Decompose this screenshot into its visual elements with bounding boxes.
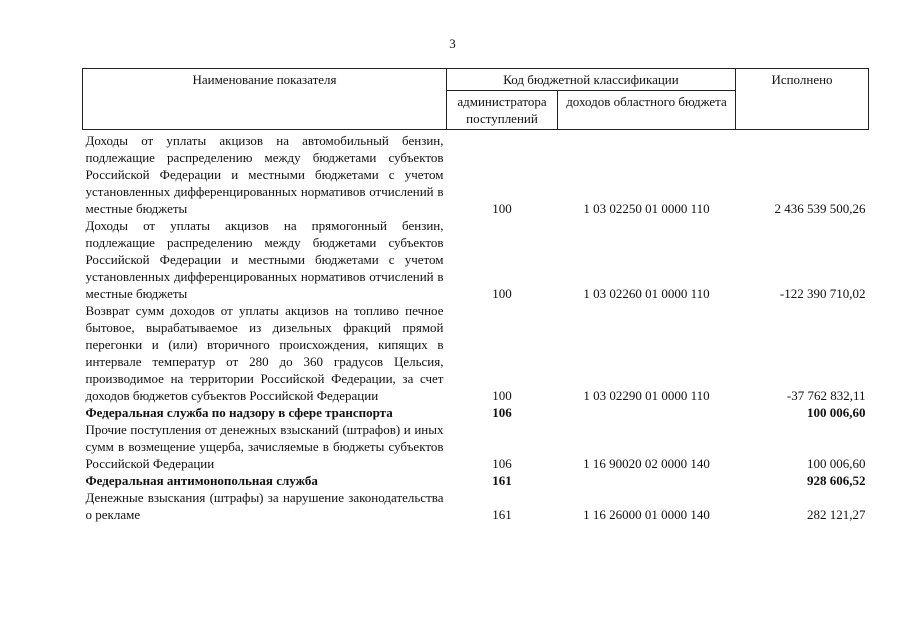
header-executed-column: Исполнено [736,69,869,130]
table-row [83,302,869,404]
row-amount: -122 390 710,02 [779,286,866,301]
budget-table [82,68,869,523]
row-name: Прочие поступления от денежных взысканий (штрафов) и иных сумм в возмещение ущерба, зачисляемые в бюджеты субъектов Российской Федерации [85,422,444,471]
table-row [83,130,869,218]
header-code-group: Код бюджетной классификации [447,69,736,91]
row-admin-code: 161 [492,473,512,488]
page-number: 3 [449,36,456,51]
row-amount: 2 436 539 500,26 [774,201,866,216]
row-name: Доходы от уплаты акцизов на автомобильный бензин, подлежащие распределению между бюджетами субъектов Российской Федерации и местными бюджетами с учетом установленных дифференцированных нормативов отчислений в местные бюджеты [85,133,444,216]
row-budget-code [558,472,736,489]
row-name: Возврат сумм доходов от уплаты акцизов на топливо печное бытовое, вырабатываемое из дизельных фракций прямой перегонки и (или) вторичного происхождения, кипящих в интервале температур от 280 до 360 градусов Цельсия, производимое на территории Российской Федерации, за счет доходов бюджетов субъектов Российской Федерации [85,303,444,403]
table-row [83,472,869,489]
row-amount: 100 006,60 [807,456,866,471]
table-row [83,217,869,302]
row-budget-code: 1 16 90020 02 0000 140 [583,456,710,471]
row-amount: 928 606,52 [807,473,866,488]
table-row [83,421,869,472]
row-budget-code [558,404,736,421]
row-budget-code: 1 03 02250 01 0000 110 [583,201,710,216]
row-admin-code: 100 [492,201,512,216]
table-header [83,69,869,130]
table-row [83,489,869,523]
row-budget-code: 1 03 02260 01 0000 110 [583,286,710,301]
row-budget-code: 1 03 02290 01 0000 110 [583,388,710,403]
row-amount: 100 006,60 [807,405,866,420]
row-admin-code: 100 [492,286,512,301]
row-admin-code: 106 [492,456,512,471]
row-name: Федеральная служба по надзору в сфере транспорта [85,405,393,420]
row-name: Доходы от уплаты акцизов на прямогонный бензин, подлежащие распределению между бюджетами субъектов Российской Федерации и местными бюджетами с учетом установленных дифференцированных нормативов отчислений в местные бюджеты [85,218,444,301]
row-budget-code: 1 16 26000 01 0000 140 [583,507,710,522]
row-admin-code: 106 [492,405,512,420]
table-row [83,404,869,421]
row-name: Денежные взыскания (штрафы) за нарушение законодательства о рекламе [85,490,444,522]
row-admin-code: 100 [492,388,512,403]
table-body [83,130,869,524]
row-name: Федеральная антимонопольная служба [85,473,318,488]
header-admin-column: администратора поступлений [447,91,558,130]
row-admin-code: 161 [492,507,512,522]
header-income-column: доходов областного бюджета [558,91,736,130]
header-name-column: Наименование показателя [83,69,447,130]
row-amount: -37 762 832,11 [786,388,866,403]
row-amount: 282 121,27 [807,507,866,522]
